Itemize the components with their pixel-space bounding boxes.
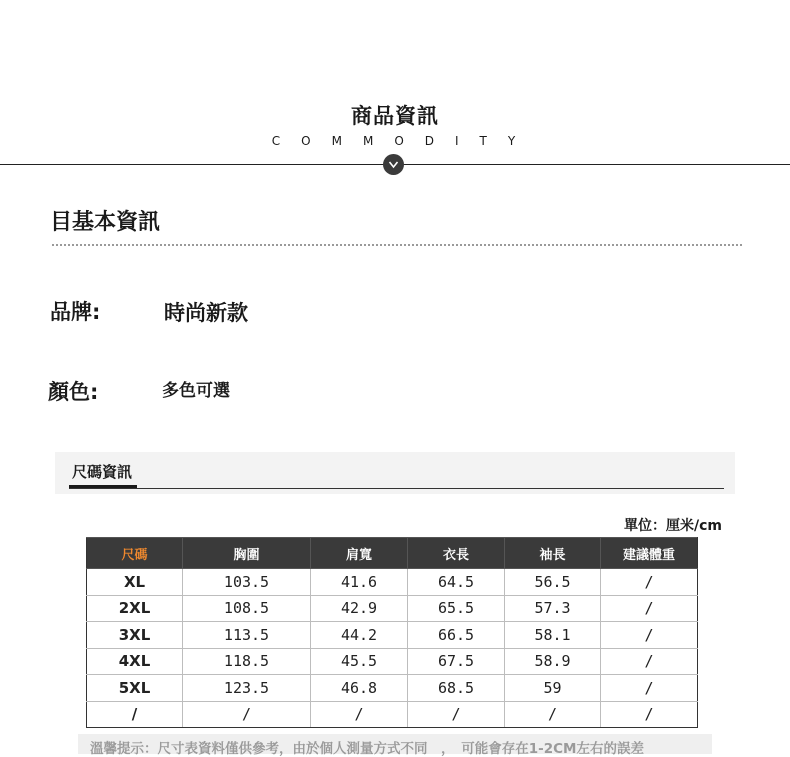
table-cell: XL: [87, 569, 183, 596]
table-cell: 68.5: [408, 675, 505, 702]
table-cell: /: [601, 701, 698, 728]
table-row: [87, 595, 698, 622]
column-header: 肩寬: [311, 538, 408, 569]
table-cell: /: [87, 701, 183, 728]
table-cell: 66.5: [408, 622, 505, 649]
table-cell: 46.8: [311, 675, 408, 702]
size-info-tab: 尺碼資訊: [72, 463, 133, 481]
column-header: 胸圍: [183, 538, 311, 569]
column-header: 尺碼: [87, 538, 183, 569]
table-cell: 108.5: [183, 595, 311, 622]
table-cell: /: [601, 648, 698, 675]
expand-button[interactable]: [383, 154, 404, 175]
table-cell: /: [183, 701, 311, 728]
table-cell: 118.5: [183, 648, 311, 675]
table-cell: /: [601, 595, 698, 622]
table-cell: 56.5: [505, 569, 601, 596]
table-cell: 67.5: [408, 648, 505, 675]
table-cell: 113.5: [183, 622, 311, 649]
table-cell: 44.2: [311, 622, 408, 649]
table-row: [87, 622, 698, 649]
table-cell: /: [601, 675, 698, 702]
table-cell: 59: [505, 675, 601, 702]
table-cell: /: [601, 622, 698, 649]
table-cell: /: [505, 701, 601, 728]
table-cell: 58.9: [505, 648, 601, 675]
table-cell: /: [311, 701, 408, 728]
table-row: [87, 648, 698, 675]
table-cell: /: [601, 569, 698, 596]
dotted-divider: [52, 244, 742, 246]
table-cell: 64.5: [408, 569, 505, 596]
column-header: 袖長: [505, 538, 601, 569]
size-divider: [69, 488, 724, 489]
table-row: [87, 701, 698, 728]
page-title: 商品資訊: [351, 104, 439, 128]
table-row: [87, 569, 698, 596]
brand-label: 品牌:: [50, 300, 101, 324]
table-row: [87, 675, 698, 702]
table-cell: 65.5: [408, 595, 505, 622]
chevron-down-icon: [388, 160, 399, 169]
color-label: 顏色:: [48, 380, 99, 404]
basic-info-title: 目基本資訊: [50, 210, 161, 235]
table-cell: 41.6: [311, 569, 408, 596]
table-cell: 4XL: [87, 648, 183, 675]
table-cell: 103.5: [183, 569, 311, 596]
table-cell: 2XL: [87, 595, 183, 622]
table-cell: 5XL: [87, 675, 183, 702]
column-header: 衣長: [408, 538, 505, 569]
color-value: 多色可選: [162, 381, 230, 401]
table-cell: 58.1: [505, 622, 601, 649]
table-cell: 42.9: [311, 595, 408, 622]
table-cell: /: [408, 701, 505, 728]
table-cell: 123.5: [183, 675, 311, 702]
unit-label: 單位：厘米/cm: [624, 518, 722, 534]
brand-value: 時尚新款: [164, 301, 248, 325]
table-cell: 3XL: [87, 622, 183, 649]
column-header: 建議體重: [601, 538, 698, 569]
page-subtitle: COMMODITY: [271, 134, 537, 148]
table-cell: 45.5: [311, 648, 408, 675]
table-header-row: [87, 538, 698, 569]
size-table: [86, 537, 698, 728]
table-cell: 57.3: [505, 595, 601, 622]
size-note: 溫馨提示：尺寸表資料僅供參考，由於個人測量方式不同 ， 可能會存在1-2CM左右的誤差: [90, 741, 644, 757]
